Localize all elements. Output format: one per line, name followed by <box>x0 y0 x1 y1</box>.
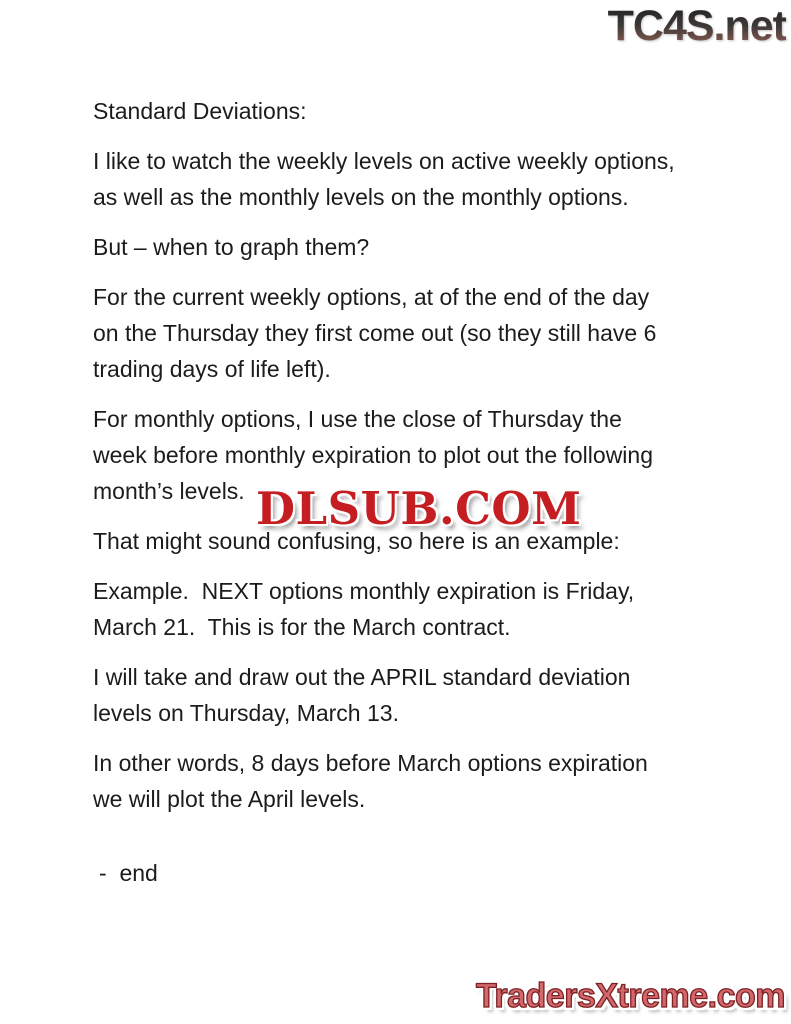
text-line: as well as the monthly levels on the monthly options. <box>93 184 629 210</box>
paragraph-weekly-levels <box>93 143 753 215</box>
tc4s-logo: TC4S.net <box>607 2 786 50</box>
paragraph-end-marker <box>93 855 753 891</box>
paragraph-when-to-graph <box>93 229 753 265</box>
text-line: I will take and draw out the APRIL standard deviation <box>93 664 631 690</box>
text-line: Example. NEXT options monthly expiration is Friday, <box>93 578 635 604</box>
text-line: But – when to graph them? <box>93 234 370 260</box>
paragraph-in-other-words <box>93 745 753 817</box>
text-line: Standard Deviations: <box>93 98 307 124</box>
paragraph-standard-deviations <box>93 93 753 129</box>
text-line: For the current weekly options, at of the end of the day <box>93 284 650 310</box>
text-line: In other words, 8 days before March options expiration <box>93 750 648 776</box>
text-line: For monthly options, I use the close of Thursday the <box>93 406 622 432</box>
text-line: March 21. This is for the March contract. <box>93 614 511 640</box>
paragraph-current-weekly <box>93 279 753 387</box>
text-line: levels on Thursday, March 13. <box>93 700 399 726</box>
text-line: month’s levels. <box>93 478 245 504</box>
text-line: on the Thursday they first come out (so they still have 6 <box>93 320 657 346</box>
paragraph-example <box>93 573 753 645</box>
text-line: week before monthly expiration to plot out the following <box>93 442 653 468</box>
tradersxtreme-logo: TradersXtreme.com <box>476 977 785 1015</box>
text-line: trading days of life left). <box>93 356 331 382</box>
text-line: I like to watch the weekly levels on active weekly options, <box>93 148 675 174</box>
dlsub-watermark: DLSUB.COM <box>256 482 582 535</box>
text-line: we will plot the April levels. <box>93 786 366 812</box>
text-line: - end <box>99 860 158 886</box>
text-line: That might sound confusing, so here is an example: <box>93 528 620 554</box>
paragraph-april-levels <box>93 659 753 731</box>
